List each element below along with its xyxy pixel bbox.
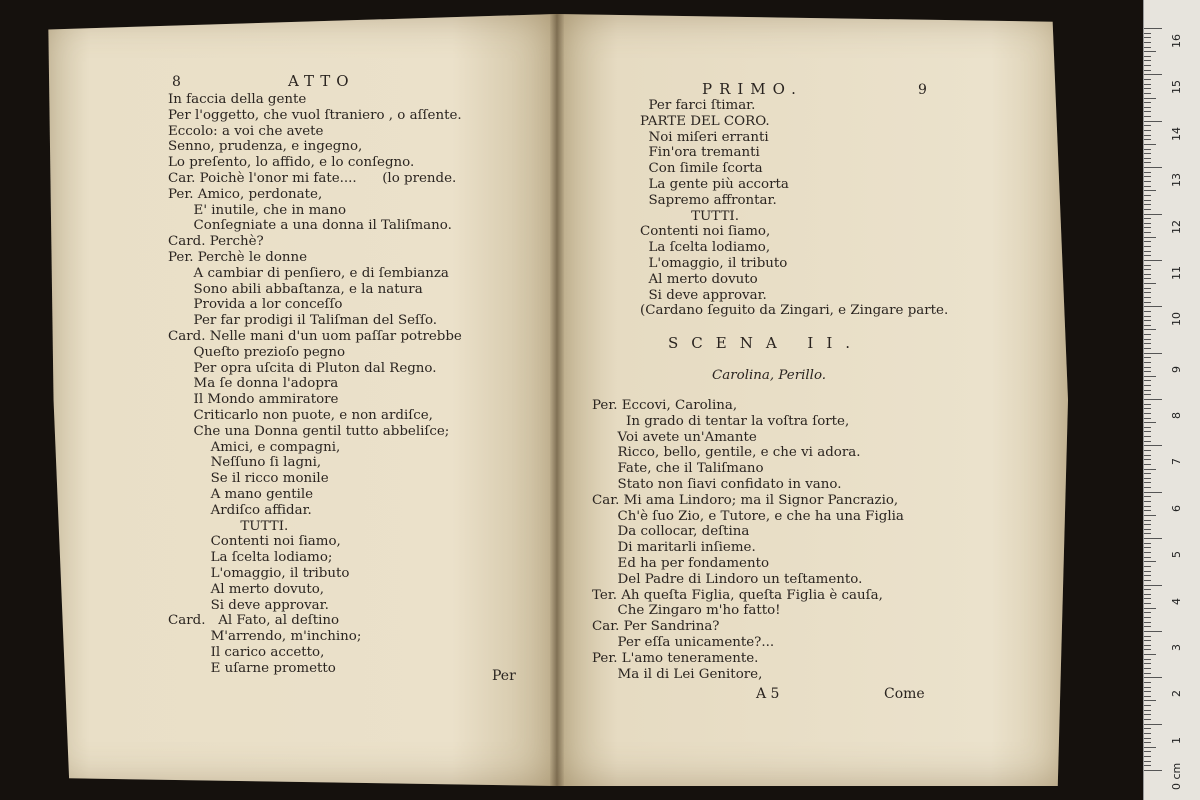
ruler-number: 9	[1170, 365, 1183, 373]
ruler-tick	[1144, 167, 1162, 168]
ruler-tick	[1144, 714, 1151, 715]
ruler-tick	[1144, 751, 1151, 752]
ruler-tick	[1144, 33, 1151, 34]
ruler-tick	[1144, 367, 1151, 368]
text-line: Queſto prezioſo pegno	[168, 344, 346, 360]
ruler-tick	[1144, 162, 1151, 163]
text-line: La gente più accorta	[640, 176, 789, 192]
ruler-tick	[1144, 469, 1156, 470]
ruler-tick	[1144, 445, 1162, 446]
ruler-tick	[1144, 691, 1151, 692]
ruler-tick	[1144, 427, 1151, 428]
ruler-tick	[1144, 51, 1156, 52]
ruler-tick	[1144, 343, 1151, 344]
ruler-tick	[1144, 265, 1151, 266]
text-line: L'omaggio, il tributo	[168, 565, 350, 581]
ruler-tick	[1144, 533, 1151, 534]
ruler-tick	[1144, 506, 1151, 507]
ruler-tick	[1144, 571, 1151, 572]
ruler-tick	[1144, 144, 1156, 145]
text-line: Fin'ora tremanti	[640, 145, 760, 161]
ruler-tick	[1144, 302, 1151, 303]
text-line: Ma il di Lei Genitore,	[592, 666, 763, 682]
ruler-tick	[1144, 269, 1151, 270]
ruler-tick	[1144, 111, 1151, 112]
text-line: A mano gentile	[168, 486, 314, 502]
ruler-tick	[1144, 353, 1162, 354]
text-line: TUTTI.	[640, 208, 739, 224]
ruler-tick	[1144, 306, 1162, 307]
ruler-tick	[1144, 696, 1151, 697]
ruler-tick	[1144, 482, 1151, 483]
text-line: Per farci ſtimar.	[640, 98, 756, 113]
ruler-tick	[1144, 524, 1151, 525]
ruler-tick	[1144, 237, 1156, 238]
text-line: Ed ha per fondamento	[592, 555, 770, 571]
text-line: In faccia della gente	[168, 92, 307, 107]
ruler-tick	[1144, 251, 1151, 252]
right-page-number: 9	[918, 82, 927, 98]
ruler-tick	[1144, 622, 1151, 623]
ruler-number: 5	[1170, 551, 1183, 559]
ruler-tick	[1144, 385, 1151, 386]
ruler-tick	[1144, 394, 1151, 395]
text-line: Fate, che il Taliſmano	[592, 461, 764, 477]
ruler-tick	[1144, 274, 1151, 275]
ruler-tick	[1144, 455, 1151, 456]
ruler-tick	[1144, 677, 1162, 678]
text-line: Di maritarli inſieme.	[592, 540, 756, 556]
ruler-tick	[1144, 172, 1151, 173]
ruler-tick	[1144, 232, 1151, 233]
ruler-number: 8	[1170, 412, 1183, 419]
ruler-tick	[1144, 566, 1151, 567]
ruler-tick	[1144, 719, 1151, 720]
ruler-tick	[1144, 608, 1156, 609]
ruler-tick	[1144, 585, 1162, 586]
ruler-tick	[1144, 376, 1156, 377]
text-line: Provida a lor conceſſo	[168, 297, 343, 313]
ruler-tick	[1144, 422, 1156, 423]
scene-characters: Carolina, Perillo.	[712, 368, 827, 383]
ruler-tick	[1144, 195, 1151, 196]
text-line: Ch'è ſuo Zio, e Tutore, e che ha una Figlia	[592, 508, 904, 524]
text-line: Voi avete un'Amante	[592, 429, 757, 445]
ruler-tick	[1144, 413, 1151, 414]
ruler-tick	[1144, 186, 1151, 187]
ruler-tick	[1144, 700, 1156, 701]
ruler-tick	[1144, 329, 1156, 330]
ruler-tick	[1144, 241, 1151, 242]
ruler-tick	[1144, 288, 1151, 289]
text-line: Conſegniate a una donna il Taliſmano.	[168, 218, 452, 234]
ruler-tick	[1144, 311, 1151, 312]
ruler-tick	[1144, 47, 1151, 48]
ruler-tick	[1144, 441, 1151, 442]
left-page-text	[168, 92, 462, 676]
ruler-tick	[1144, 297, 1151, 298]
ruler-tick	[1144, 418, 1151, 419]
text-line: Contenti noi ſiamo,	[640, 224, 771, 240]
ruler-number: 1	[1170, 736, 1183, 744]
ruler-number: 14	[1170, 126, 1183, 141]
ruler-number: 4	[1170, 597, 1183, 605]
text-line: Per opra uſcita di Pluton dal Regno.	[168, 360, 437, 376]
ruler-tick	[1144, 116, 1151, 117]
text-line: Per. L'amo teneramente.	[592, 650, 759, 666]
ruler-tick	[1144, 765, 1151, 766]
ruler-tick	[1144, 710, 1151, 711]
scene-title: SCENA II.	[668, 334, 864, 352]
ruler-tick	[1144, 214, 1162, 215]
ruler-number: 7	[1170, 458, 1183, 466]
ruler-tick	[1144, 339, 1151, 340]
text-line: Eccolo: a voi che avete	[168, 123, 324, 139]
ruler-unit-label: 0 cm	[1170, 762, 1183, 790]
text-line: Neſſuno ſi lagni,	[168, 455, 322, 471]
ruler-tick	[1144, 227, 1151, 228]
ruler-number: 3	[1170, 643, 1183, 651]
text-line: Per. Perchè le donne	[168, 249, 308, 265]
ruler-number: 2	[1170, 690, 1183, 698]
ruler-tick	[1144, 682, 1151, 683]
ruler-tick	[1144, 478, 1151, 479]
left-catchword: Per	[492, 668, 516, 684]
ruler-number: 10	[1170, 312, 1183, 327]
left-page-number: 8	[172, 74, 181, 90]
text-line: Se il ricco monile	[168, 471, 329, 487]
ruler-tick	[1144, 121, 1162, 122]
text-line: Con ſimile ſcorta	[640, 161, 763, 177]
ruler-tick	[1144, 93, 1151, 94]
ruler-tick	[1144, 102, 1151, 103]
ruler-tick	[1144, 79, 1151, 80]
text-line: Al merto dovuto	[640, 271, 758, 287]
ruler-tick	[1144, 728, 1151, 729]
ruler-tick	[1144, 292, 1151, 293]
text-line: Ricco, bello, gentile, e che vi adora.	[592, 445, 861, 461]
text-line: Per. Amico, perdonate,	[168, 186, 323, 202]
ruler-tick	[1144, 626, 1151, 627]
ruler-tick	[1144, 223, 1151, 224]
text-line: Sapremo affrontar.	[640, 192, 777, 208]
ruler-tick	[1144, 687, 1151, 688]
ruler-tick	[1144, 575, 1151, 576]
ruler-tick	[1144, 668, 1151, 669]
ruler-tick	[1144, 60, 1151, 61]
ruler-tick	[1144, 738, 1151, 739]
text-line: Ardiſco affidar.	[168, 502, 312, 518]
text-line: Che una Donna gentil tutto abbeliſce;	[168, 423, 450, 439]
right-page-text	[640, 98, 948, 319]
ruler-tick	[1144, 547, 1151, 548]
text-line: Stato non ſiavi confidato in vano.	[592, 476, 842, 492]
ruler-tick	[1144, 649, 1151, 650]
ruler-tick	[1144, 320, 1151, 321]
ruler-tick	[1144, 543, 1151, 544]
text-line: Ma ſe donna l'adopra	[168, 376, 339, 392]
ruler-tick	[1144, 580, 1151, 581]
ruler-tick	[1144, 640, 1151, 641]
text-line: Per. Eccovi, Carolina,	[592, 398, 738, 413]
ruler-tick	[1144, 70, 1151, 71]
ruler-tick	[1144, 149, 1151, 150]
ruler-tick	[1144, 404, 1151, 405]
text-line: Criticarlo non puote, e non ardiſce,	[168, 407, 433, 423]
ruler-number: 16	[1170, 34, 1183, 48]
right-catchword: Come	[884, 686, 925, 702]
ruler-tick	[1144, 761, 1151, 762]
ruler-tick	[1144, 190, 1156, 191]
ruler-tick	[1144, 176, 1151, 177]
ruler-tick	[1144, 255, 1151, 256]
ruler-tick	[1144, 153, 1151, 154]
ruler-tick	[1144, 357, 1151, 358]
text-line: Car. Poichè l'onor mi fate.... (lo prende.	[168, 170, 457, 186]
text-line: L'omaggio, il tributo	[640, 255, 788, 271]
ruler-tick	[1144, 770, 1162, 771]
text-line: In grado di tentar la voſtra ſorte,	[592, 413, 850, 429]
ruler-tick	[1144, 552, 1151, 553]
text-line: E' inutile, che in mano	[168, 202, 347, 218]
ruler-number: 6	[1170, 504, 1183, 512]
ruler-tick	[1144, 348, 1151, 349]
ruler-tick	[1144, 529, 1151, 530]
ruler-tick	[1144, 278, 1151, 279]
text-line: Per l'oggetto, che vuol ſtraniero , o aſſente.	[168, 107, 462, 123]
ruler-tick	[1144, 464, 1151, 465]
ruler-tick	[1144, 436, 1151, 437]
ruler-tick	[1144, 408, 1151, 409]
ruler-tick	[1144, 431, 1151, 432]
ruler-tick	[1144, 209, 1151, 210]
ruler-tick	[1144, 501, 1151, 502]
ruler-tick	[1144, 612, 1151, 613]
ruler-tick	[1144, 107, 1151, 108]
ruler-tick	[1144, 88, 1151, 89]
ruler-tick	[1144, 557, 1151, 558]
text-line: Per eſſa unicamente?...	[592, 634, 775, 650]
text-line: Si deve approvar.	[168, 597, 329, 613]
ruler-tick	[1144, 733, 1151, 734]
text-line: M'arrendo, m'inchino;	[168, 629, 362, 645]
ruler-tick	[1144, 705, 1151, 706]
text-line: Il Mondo ammiratore	[168, 392, 339, 408]
text-line: (Cardano ſeguito da Zingari, e Zingare parte.	[640, 303, 949, 319]
ruler-tick	[1144, 362, 1151, 363]
ruler-tick	[1144, 380, 1151, 381]
ruler-tick	[1144, 561, 1156, 562]
text-line: Da collocar, deſtina	[592, 524, 750, 540]
ruler-tick	[1144, 246, 1151, 247]
ruler-tick	[1144, 204, 1151, 205]
text-line: Al merto dovuto,	[168, 581, 325, 597]
ruler-tick	[1144, 28, 1162, 29]
ruler-tick	[1144, 56, 1151, 57]
ruler-tick	[1144, 645, 1151, 646]
ruler-tick	[1144, 260, 1162, 261]
ruler-tick	[1144, 316, 1151, 317]
right-page-header: PRIMO.	[702, 80, 803, 98]
text-line: TUTTI.	[168, 518, 289, 534]
right-signature: A 5	[756, 686, 780, 702]
ruler-tick	[1144, 603, 1151, 604]
text-line: Per far prodigi il Taliſman del Seſſo.	[168, 313, 438, 329]
ruler-tick	[1144, 659, 1151, 660]
measuring-ruler	[1143, 0, 1200, 800]
ruler-tick	[1144, 617, 1151, 618]
ruler-tick	[1144, 98, 1156, 99]
ruler-tick	[1144, 538, 1162, 539]
text-line: Card. Nelle mani d'un uom paſſar potrebbe	[168, 328, 462, 344]
ruler-tick	[1144, 724, 1162, 725]
ruler-tick	[1144, 84, 1151, 85]
ruler-tick	[1144, 218, 1151, 219]
ruler-tick	[1144, 496, 1151, 497]
ruler-tick	[1144, 636, 1151, 637]
ruler-tick	[1144, 473, 1151, 474]
ruler-tick	[1144, 135, 1151, 136]
text-line: Car. Mi ama Lindoro; ma il Signor Pancrazio,	[592, 492, 899, 508]
ruler-tick	[1144, 390, 1151, 391]
ruler-tick	[1144, 598, 1151, 599]
ruler-number: 15	[1170, 80, 1183, 95]
ruler-tick	[1144, 594, 1151, 595]
ruler-tick	[1144, 510, 1151, 511]
text-line: Car. Per Sandrina?	[592, 619, 720, 635]
ruler-tick	[1144, 459, 1151, 460]
ruler-tick	[1144, 399, 1162, 400]
text-line: Amici, e compagni,	[168, 439, 341, 455]
text-line: Contenti noi ſiamo,	[168, 534, 341, 550]
ruler-number: 12	[1170, 219, 1183, 234]
left-page-header: ATTO	[288, 72, 355, 90]
ruler-tick	[1144, 139, 1151, 140]
text-line: Ter. Ah queſta Figlia, queſta Figlia è cauſa,	[592, 587, 883, 603]
ruler-number: 13	[1170, 173, 1183, 188]
ruler-tick	[1144, 747, 1156, 748]
ruler-number: 11	[1170, 265, 1183, 280]
text-line: Si deve approvar.	[640, 287, 767, 303]
ruler-tick	[1144, 37, 1151, 38]
ruler-tick	[1144, 450, 1151, 451]
ruler-tick	[1144, 325, 1151, 326]
ruler-tick	[1144, 158, 1151, 159]
text-line: Del Padre di Lindoro un teſtamento.	[592, 571, 863, 587]
ruler-tick	[1144, 742, 1151, 743]
ruler-tick	[1144, 515, 1156, 516]
ruler-tick	[1144, 181, 1151, 182]
text-line: Che Zingaro m'ho fatto!	[592, 603, 781, 619]
ruler-tick	[1144, 589, 1151, 590]
text-line: PARTE DEL CORO.	[640, 113, 770, 129]
ruler-tick	[1144, 673, 1151, 674]
text-line: Card. Al Fato, al deſtino	[168, 613, 340, 629]
text-line: La ſcelta lodiamo,	[640, 240, 771, 256]
text-line: Noi miſeri erranti	[640, 129, 769, 145]
ruler-tick	[1144, 631, 1162, 632]
ruler-tick	[1144, 65, 1151, 66]
ruler-tick	[1144, 200, 1151, 201]
ruler-tick	[1144, 663, 1151, 664]
book-gutter	[550, 14, 564, 786]
ruler-tick	[1144, 130, 1151, 131]
ruler-tick	[1144, 125, 1151, 126]
ruler-tick	[1144, 334, 1151, 335]
ruler-tick	[1144, 487, 1151, 488]
ruler-tick	[1144, 283, 1156, 284]
text-line: Card. Perchè?	[168, 234, 264, 250]
ruler-tick	[1144, 42, 1151, 43]
ruler-tick	[1144, 520, 1151, 521]
ruler-tick	[1144, 371, 1151, 372]
text-line: La ſcelta lodiamo;	[168, 550, 333, 566]
text-line: Il carico accetto,	[168, 644, 325, 660]
right-page-dialogue	[592, 398, 904, 682]
ruler-tick	[1144, 756, 1151, 757]
ruler-tick	[1144, 492, 1162, 493]
ruler-tick	[1144, 74, 1162, 75]
text-line: Lo preſento, lo affido, e lo conſegno.	[168, 155, 415, 171]
text-line: Sono abili abbaſtanza, e la natura	[168, 281, 423, 297]
text-line: Senno, prudenza, e ingegno,	[168, 139, 363, 155]
text-line: E uſarne prometto	[168, 660, 336, 676]
text-line: A cambiar di penſiero, e di ſembianza	[168, 265, 449, 281]
ruler-tick	[1144, 654, 1156, 655]
